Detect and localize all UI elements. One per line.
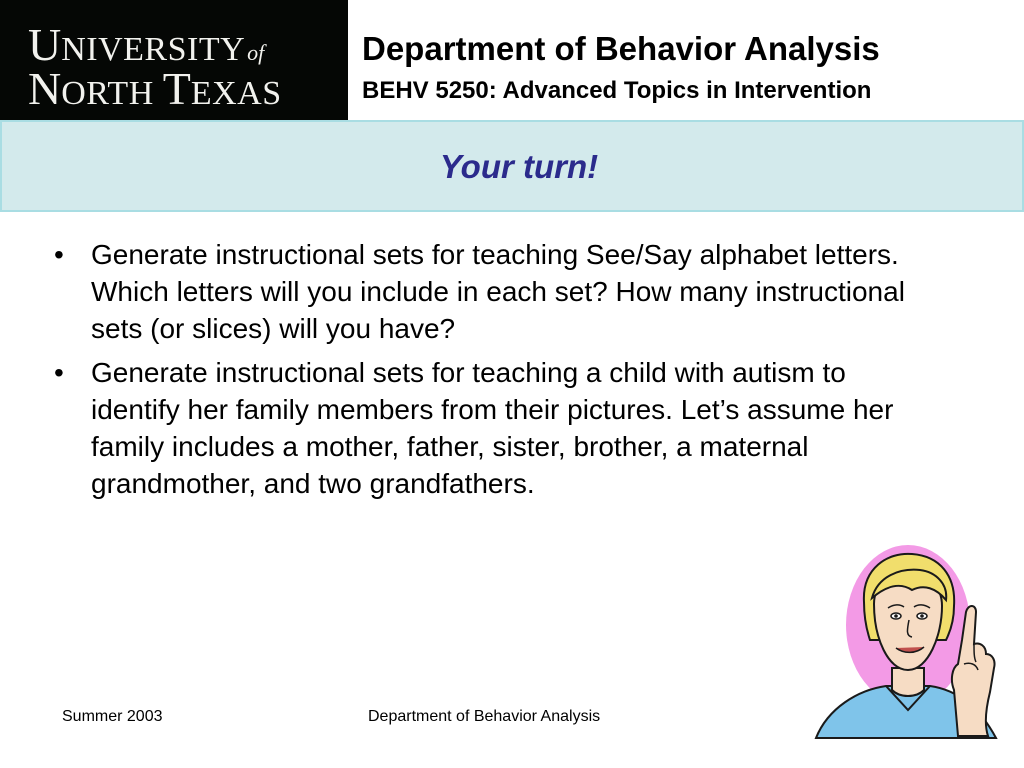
bullet-text: Generate instructional sets for teaching a child with autism to identify her family members from their pictures. Let’s assume her family includes a mother, father, sister, brother, a maternal grandmother, and two grandfathers. [91,357,894,499]
logo-letter: T [162,63,191,114]
logo-letter: N [28,63,62,114]
footer-date: Summer 2003 [62,708,163,725]
woman-pointing-up-icon [808,540,1008,745]
slide-title: Your turn! [439,148,599,185]
logo-word: EXAS [190,75,282,112]
logo-word: NIVERSITY [61,31,246,68]
logo-word: ORTH [61,75,163,112]
logo-letter: U [28,19,62,70]
header-title: Department of Behavior Analysis [362,30,880,67]
logo-of: of [247,40,265,65]
bullet-list [50,236,920,509]
title-band [0,120,1024,212]
header-subtitle: BEHV 5250: Advanced Topics in Intervention [362,77,872,104]
list-item [50,354,920,502]
logo-line-north-texas [28,62,282,115]
bullet-text: Generate instructional sets for teaching See/Say alphabet letters. Which letters will you include in each set? How many instructional sets (or slices) will you have? [91,239,905,344]
footer-department: Department of Behavior Analysis [368,708,601,725]
bullet-icon: • [54,239,64,270]
list-item [50,236,920,347]
bullet-icon: • [54,357,64,388]
university-logo [0,0,348,120]
